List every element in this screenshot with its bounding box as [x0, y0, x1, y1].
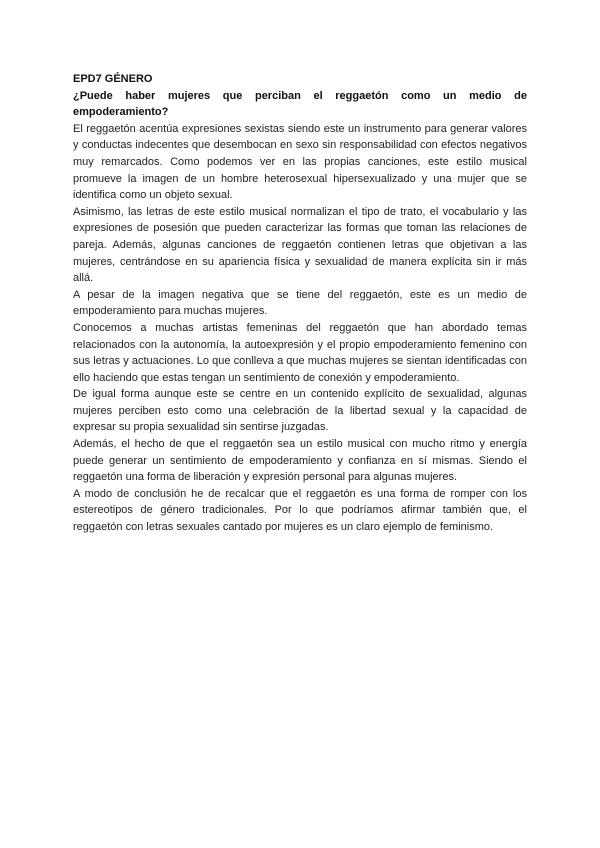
document-body	[73, 71, 527, 536]
paragraph-intro: El reggaetón acentúa expresiones sexistas siendo este un instrumento para generar valores y conductas indecentes que desembocan en sexo sin responsabilidad con efectos negativos muy remarcados. Como podemos ver en las propias canciones, este estilo musical promueve la imagen de un hombre heterosexual hipersexualizado y una mujer que se identifica como un objeto sexual.	[73, 122, 527, 202]
document-question: ¿Puede haber mujeres que perciban el reggaetón como un medio de empoderamiento?	[73, 89, 527, 119]
paragraph-rhythm: Además, el hecho de que el reggaetón sea un estilo musical con mucho ritmo y energía puede generar un sentimiento de empoderamiento y confianza en sí mismas. Siendo el reggaetón una forma de liberación y expresión personal para algunas mujeres.	[73, 438, 527, 484]
paragraph-artists: Conocemos a muchas artistas femeninas del reggaetón que han abordado temas relacionados con la autonomía, la autoexpresión y el propio empoderamiento femenino con sus letras y actuaciones. Lo que conlleva a que muchas mujeres se sientan identificadas con ello haciendo que estas tengan un sentimiento de conexión y empoderamiento.	[73, 321, 527, 384]
paragraph-empowerment: A pesar de la imagen negativa que se tiene del reggaetón, este es un medio de empoderamiento para muchas mujeres.	[73, 288, 527, 318]
paragraph-lyrics: Asimismo, las letras de este estilo musical normalizan el tipo de trato, el vocabulario y las expresiones de posesión que pueden caracterizar las formas que toman las relaciones de pareja. Además, algunas canciones de reggaetón contienen letras que objetivan a las mujeres, centrándose en su apariencia física y sexualidad de manera explícita sin ir más allá.	[73, 205, 527, 285]
paragraph-sexuality: De igual forma aunque este se centre en un contenido explícito de sexualidad, algunas mujeres perciben esto como una celebración de la libertad sexual y la capacidad de expresar su propia sexualidad sin sentirse juzgadas.	[73, 388, 527, 434]
document-heading: EPD7 GÉNERO	[73, 73, 153, 85]
paragraph-conclusion: A modo de conclusión he de recalcar que el reggaetón es una forma de romper con los estereotipos de género tradicionales. Por lo que podríamos afirmar también que, el reggaetón con letras sexuales cantado por mujeres es un claro ejemplo de feminismo.	[73, 487, 527, 534]
